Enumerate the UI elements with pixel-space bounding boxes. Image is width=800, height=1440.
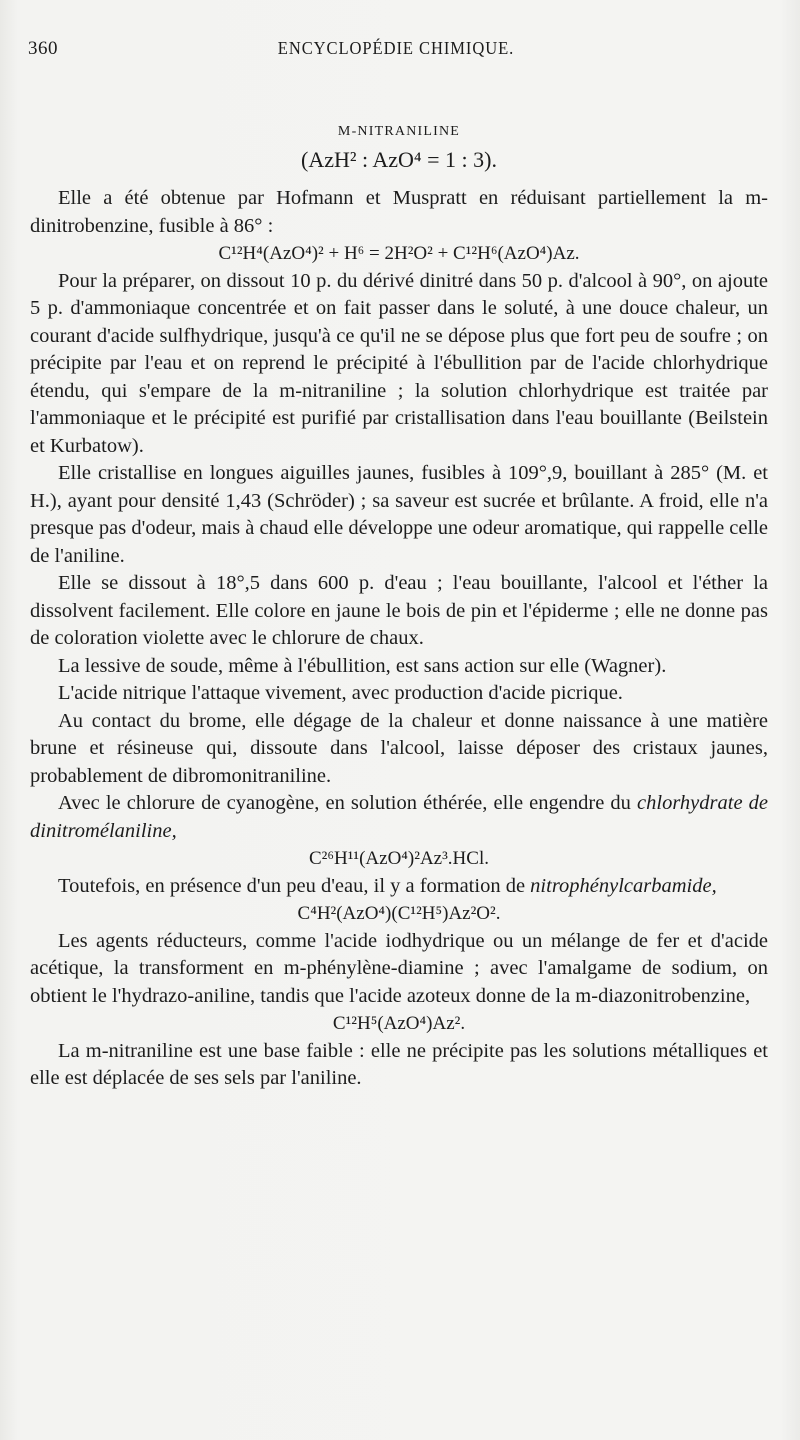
paragraph [30, 873, 768, 901]
paragraph: La m-nitraniline est une base faible : elle ne précipite pas les solutions métalliques et elle est déplacée de ses sels par l'aniline. [30, 1039, 768, 1089]
paragraph-text: Toutefois, en présence d'un peu d'eau, il y a formation de [58, 874, 526, 897]
paragraph: Elle a été obtenue par Hofmann et Muspratt en réduisant partiellement la m-dinitrobenzine, fusible à 86° : [30, 187, 768, 237]
equation: C²⁶H¹¹(AzO⁴)²Az³.HCl. [309, 848, 489, 869]
paragraph: Elle cristallise en longues aiguilles jaunes, fusibles à 109°,9, bouillant à 285° (M. et H.), ayant pour densité 1,43 (Schröder) ; sa saveur est sucrée et brûlante. A froid, elle n'a presque pas d'odeur, mais à chaud elle développe une odeur aromatique, qui rappelle celle de l'aniline. [30, 462, 768, 567]
paragraph: La lessive de soude, même à l'ébullition, est sans action sur elle (Wagner). [58, 654, 667, 677]
paragraph-text: Avec le chlorure de cyanogène, en solution éthérée, elle engendre du [58, 792, 631, 814]
paragraph: Au contact du brome, elle dégage de la chaleur et donne naissance à une matière brune et résineuse qui, dissoute dans l'alcool, laisse déposer des cristaux jaunes, probablement de dibromonitraniline. [30, 709, 768, 787]
section-title: M-NITRANILINE [337, 124, 461, 139]
equation: C⁴H²(AzO⁴)(C¹²H⁵)Az²O². [297, 903, 501, 924]
paragraph [30, 790, 768, 845]
ratio-formula: (AzH² : AzO⁴ = 1 : 3). [301, 146, 497, 172]
equation: C¹²H⁵(AzO⁴)Az². [332, 1013, 466, 1034]
page-number: 360 [28, 38, 58, 59]
paragraph: Elle se dissout à 18°,5 dans 600 p. d'eau ; l'eau bouillante, l'alcool et l'éther la dissolvent facilement. Elle colore en jaune le bois de pin et l'épiderme ; elle ne donne pas de coloration violette avec le chlorure de chaux. [30, 572, 768, 649]
page-header [28, 38, 764, 66]
paragraph: Pour la préparer, on dissout 10 p. du dérivé dinitré dans 50 p. d'alcool à 90°, on ajoute 5 p. d'ammoniaque concentrée et on fait passer dans le soluté, à une douce chaleur, un courant d'acide sulfhydrique, jusqu'à ce qu'il ne se dépose plus que fort peu de soufre ; on précipite par l'eau et on reprend le précipité à l'ébullition par de l'acide chlorhydrique étendu, qui s'empare de la m-nitraniline ; la solution chlorhydrique est traitée par l'ammoniaque et le précipité est purifié par cristallisation dans l'eau bouillante (Beilstein et Kurbatow). [30, 269, 768, 457]
page-body [30, 118, 768, 1093]
italic-term: chlorhydrate de dinitromélaniline, [30, 792, 769, 842]
paragraph: Les agents réducteurs, comme l'acide iodhydrique ou un mélange de fer et d'acide acétique, la transforment en m-phénylène-diamine ; avec l'amalgame de sodium, on obtient le l'hydrazo-aniline, tandis que l'acide azoteux donne de la m-diazonitrobenzine, [30, 929, 768, 1007]
italic-term: nitrophénylcarbamide, [530, 874, 717, 897]
equation: C¹²H⁴(AzO⁴)² + H⁶ = 2H²O² + C¹²H⁶(AzO⁴)Az. [218, 243, 580, 264]
paragraph: L'acide nitrique l'attaque vivement, avec production d'acide picrique. [58, 682, 623, 704]
running-title: ENCYCLOPÉDIE CHIMIQUE. [277, 38, 515, 58]
